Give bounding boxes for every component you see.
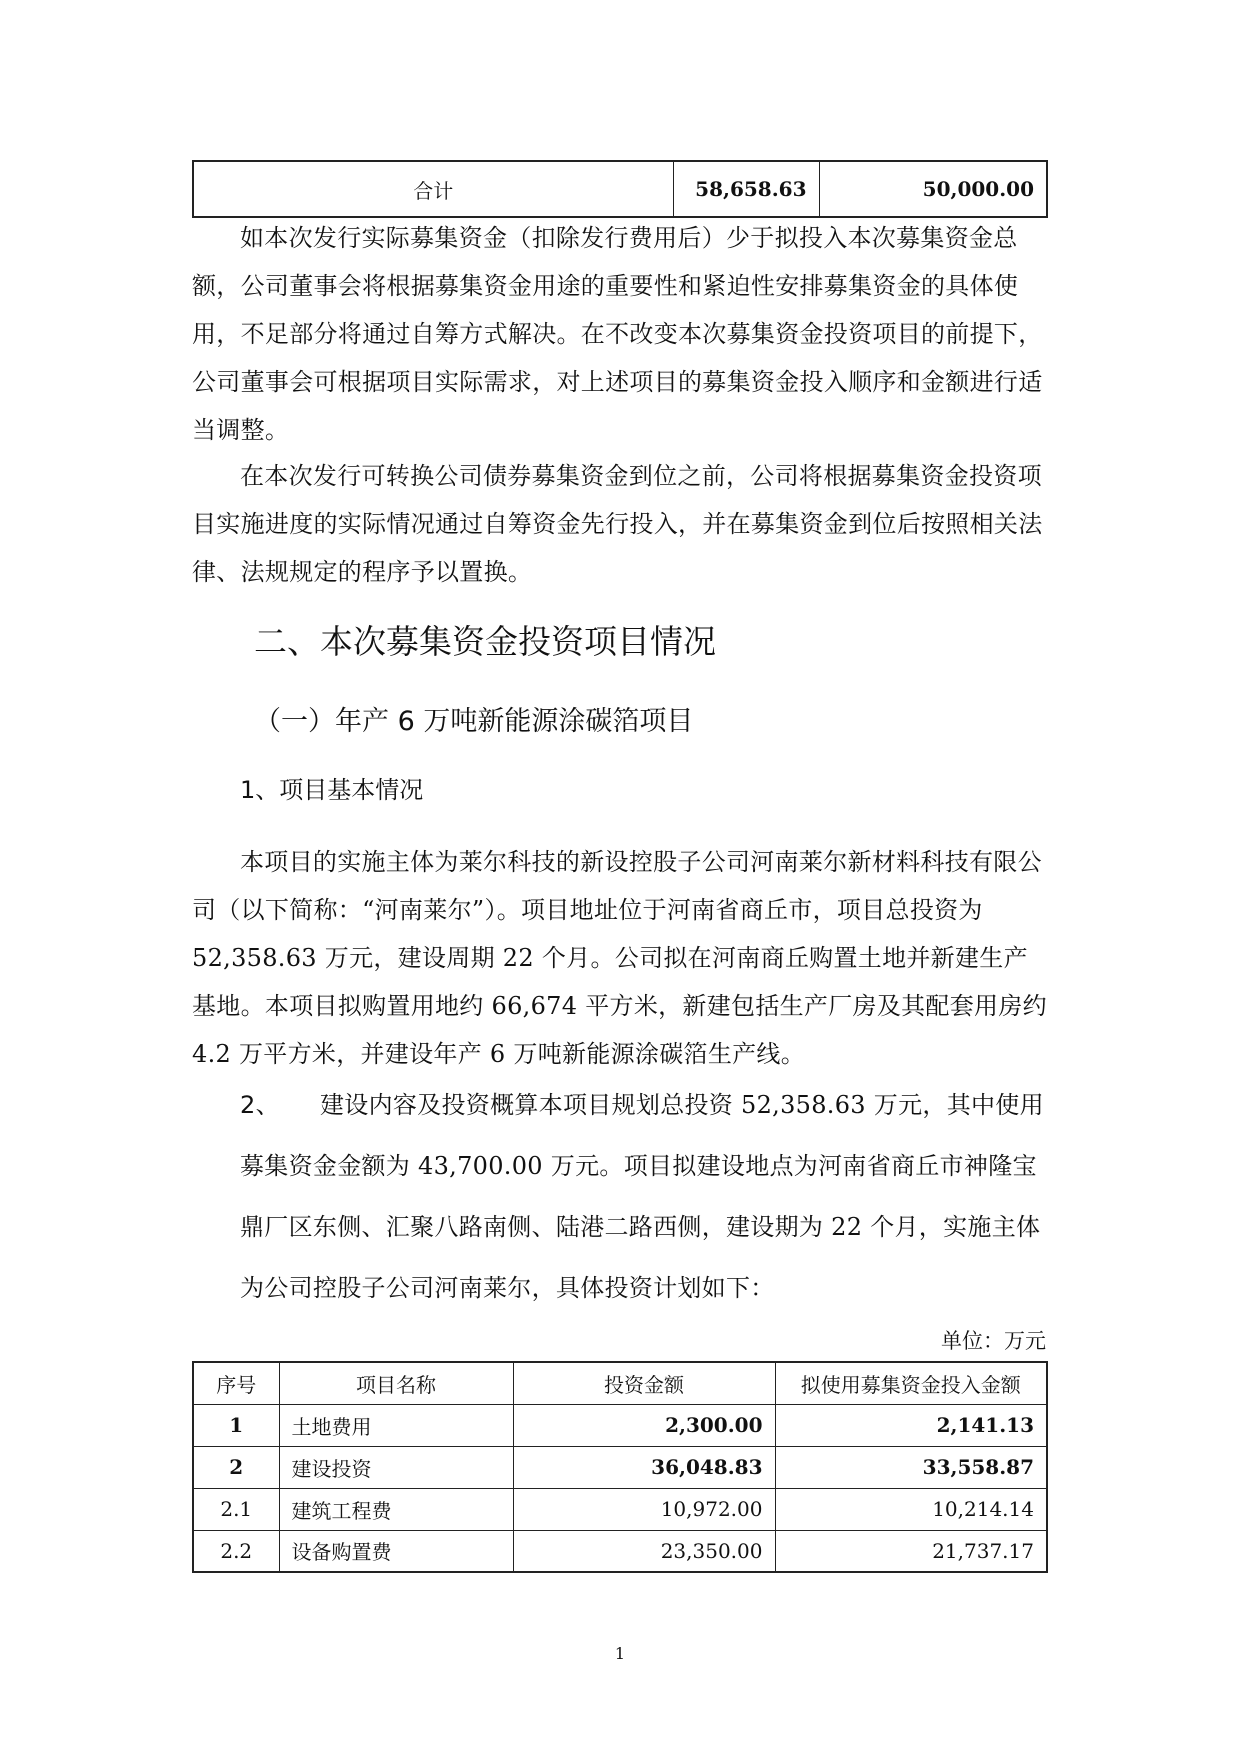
total-table <box>192 160 1048 218</box>
item-number: 2、 <box>240 1091 280 1119</box>
header-cell: 投资金额 <box>513 1362 775 1404</box>
unit-label: 单位：万元 <box>941 1329 1046 1353</box>
row-invest: 10,972.00 <box>513 1488 775 1530</box>
row-raised: 2,141.13 <box>775 1404 1047 1446</box>
total-label: 合计 <box>193 161 673 217</box>
page-number: 1 <box>614 1644 626 1663</box>
header-cell: 项目名称 <box>279 1362 513 1404</box>
table-row <box>193 1488 1047 1530</box>
paragraph-funding-shortfall: 如本次发行实际募集资金（扣除发行费用后）少于拟投入本次募集资金总额，公司董事会将根据募集资金用途的重要性和紧迫性安排募集资金的具体使用，不足部分将通过自筹方式解决。在不改变本次募集资金投资项目的前提下，公司董事会可根据项目实际需求，对上述项目的募集资金投入顺序和金额进行适当调整。 <box>192 224 1043 444</box>
row-number: 2.1 <box>193 1488 279 1530</box>
subsection-heading: （一）年产 6 万吨新能源涂碳箔项目 <box>254 706 694 737</box>
inline-heading: 建设内容及投资概算 <box>320 1091 539 1119</box>
row-number: 2.2 <box>193 1530 279 1572</box>
row-name: 设备购置费 <box>279 1530 513 1572</box>
row-invest: 36,048.83 <box>513 1446 775 1488</box>
paragraph-project-overview: 本项目的实施主体为莱尔科技的新设控股子公司河南莱尔新材料科技有限公司（以下简称：“河南莱尔”）。项目地址位于河南省商丘市，项目总投资为 52,358.63 万元，建设周期 22 个月。公司拟在河南商丘购置土地并新建生产基地。本项目拟购置用地约 66,674 平方米，新建包括生产厂房及其配套用房约 4.2 万平方米，并建设年产 6 万吨新能源涂碳箔生产线。 <box>192 848 1047 1068</box>
table-header-row <box>193 1362 1047 1404</box>
construction-text: 本项目规划总投资 52,358.63 万元，其中使用募集资金金额为 43,700.00 万元。项目拟建设地点为河南省商丘市神隆宝鼎厂区东侧、汇聚八路南侧、陆港二路西侧，建设期为 22 个月，实施主体为公司控股子公司河南莱尔，具体投资计划如下： <box>240 1091 1044 1302</box>
total-row <box>193 161 1047 217</box>
investment-table <box>192 1361 1048 1573</box>
table-row <box>193 1530 1047 1572</box>
paragraph-prior-investment: 在本次发行可转换公司债券募集资金到位之前，公司将根据募集资金投资项目实施进度的实际情况通过自筹资金先行投入，并在募集资金到位后按照相关法律、法规规定的程序予以置换。 <box>192 462 1043 586</box>
section-heading: 二、本次募集资金投资项目情况 <box>254 622 716 661</box>
row-number: 1 <box>193 1404 279 1446</box>
row-invest: 23,350.00 <box>513 1530 775 1572</box>
row-name: 土地费用 <box>279 1404 513 1446</box>
header-cell: 序号 <box>193 1362 279 1404</box>
header-cell: 拟使用募集资金投入金额 <box>775 1362 1047 1404</box>
table-row <box>193 1446 1047 1488</box>
table-row <box>193 1404 1047 1446</box>
total-raised: 50,000.00 <box>819 161 1047 217</box>
row-name: 建设投资 <box>279 1446 513 1488</box>
total-invest: 58,658.63 <box>673 161 819 217</box>
row-raised: 21,737.17 <box>775 1530 1047 1572</box>
paragraph-construction <box>192 1075 1048 1319</box>
row-invest: 2,300.00 <box>513 1404 775 1446</box>
row-number: 2 <box>193 1446 279 1488</box>
row-raised: 10,214.14 <box>775 1488 1047 1530</box>
row-name: 建筑工程费 <box>279 1488 513 1530</box>
item-heading: 1、项目基本情况 <box>240 776 424 804</box>
row-raised: 33,558.87 <box>775 1446 1047 1488</box>
